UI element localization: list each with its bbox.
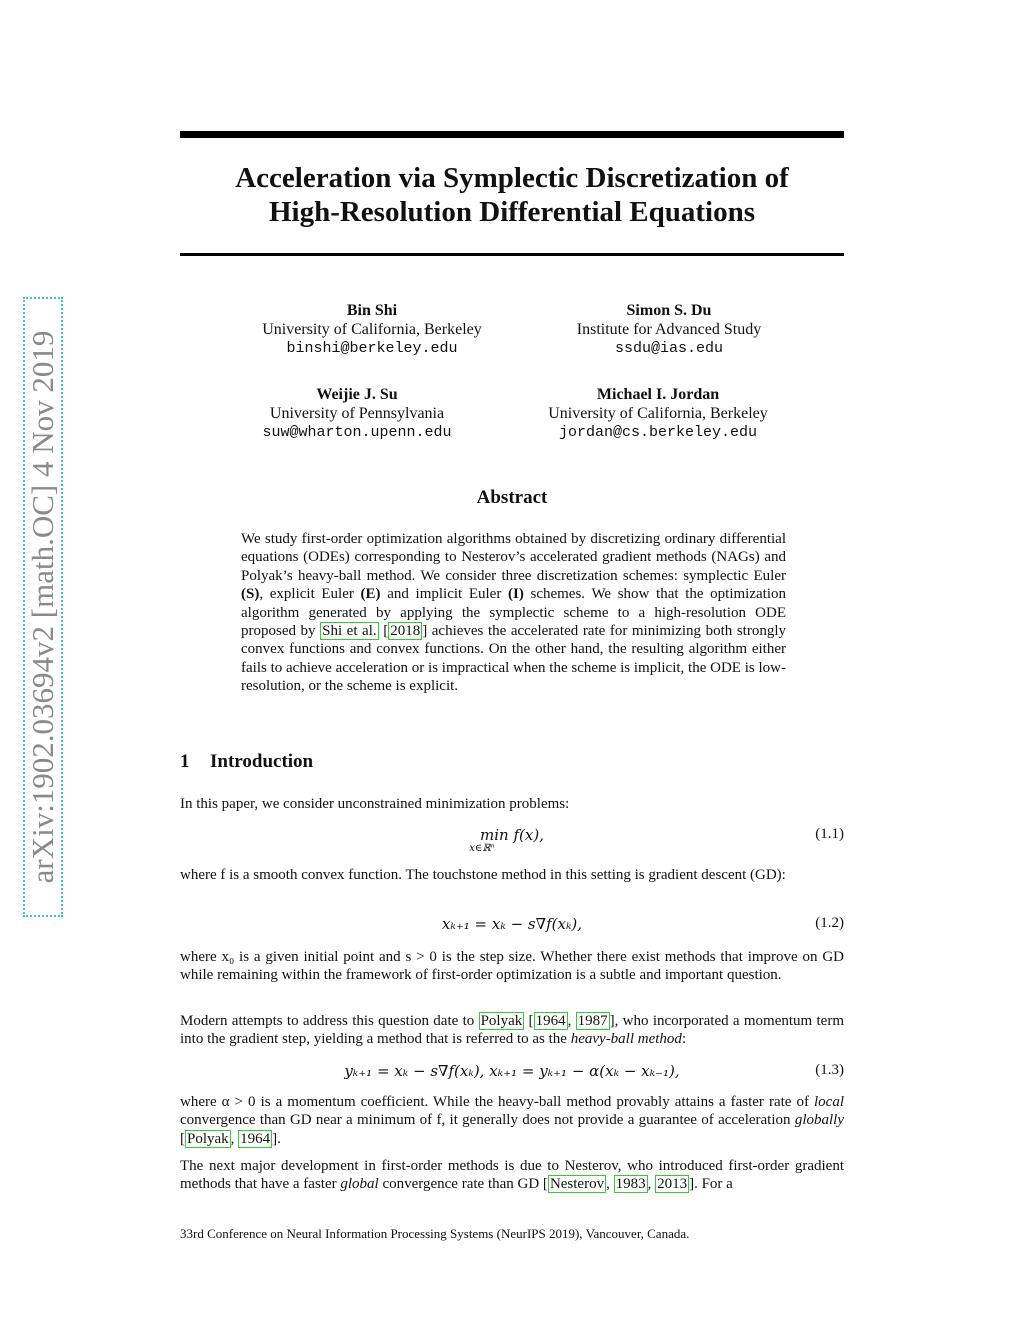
abstract-text-part: , explicit Euler xyxy=(259,586,361,603)
emphasis: heavy-ball method xyxy=(570,1031,682,1048)
top-rule xyxy=(180,131,844,138)
author-block xyxy=(222,301,522,358)
paragraph-text: The next major development in first-order methods is due to Nesterov, who introduced first-order gradient methods that have a faster xyxy=(180,1158,844,1193)
paragraph-text: Modern attempts to address this question date to xyxy=(180,1013,479,1029)
author-affiliation: University of Pennsylvania xyxy=(269,405,445,422)
equation xyxy=(180,826,844,854)
author-email[interactable]: ssdu@ias.edu xyxy=(614,340,724,357)
author-name: Michael I. Jordan xyxy=(596,386,720,403)
paragraph-text: where α > 0 is a momentum coefficient. While the heavy-ball method provably attains a faster rate of xyxy=(180,1094,814,1110)
conference-footer: 33rd Conference on Neural Information Processing Systems (NeurIPS 2019), Vancouver, Canada. xyxy=(180,1226,690,1241)
section-heading xyxy=(180,751,313,773)
author-affiliation: University of California, Berkeley xyxy=(262,321,482,338)
section-title: Introduction xyxy=(210,751,314,772)
paragraph-text: : xyxy=(681,1031,687,1048)
emphasis: global xyxy=(340,1176,379,1193)
abstract-text-part: achieves the accelerated rate for minimizing both strongly convex functions and convex functions. On the other hand, the resulting algorithm either fails to achieve acceleration or is impractical when the scheme is implicit, the ODE is low-resolution, or the scheme is explicit. xyxy=(241,623,786,695)
citation-link[interactable]: 1987 xyxy=(577,1013,608,1029)
author-email[interactable]: binshi@berkeley.edu xyxy=(286,340,458,357)
paragraph xyxy=(180,1012,844,1049)
paragraph-text: , xyxy=(606,1176,614,1193)
equation-expression: min f(x), xyxy=(480,826,544,844)
paragraph-text: ], who incorporated a momentum term into the gradient step, yielding a method that is referred to as the xyxy=(180,1013,845,1048)
paragraph-text: , xyxy=(567,1013,576,1029)
author-block xyxy=(207,385,507,442)
title-line-2: High-Resolution Differential Equations xyxy=(268,196,756,228)
equation xyxy=(180,915,844,943)
equation xyxy=(180,1062,844,1090)
paragraph-text: ]. For a xyxy=(689,1176,733,1193)
emphasis: globally xyxy=(794,1112,844,1129)
author-name: Simon S. Du xyxy=(626,302,712,319)
paragraph: where x₀ is a given initial point and s > 0 is the step size. Whether there exist methods that improve on GD while remaining within the framework of first-order optimization is a subtle and important question. xyxy=(180,949,844,984)
paper-title xyxy=(180,161,844,229)
paragraph-text: , xyxy=(647,1176,656,1193)
paragraph-text: convergence than GD near a minimum of f, it generally does not provide a guarantee of acceleration xyxy=(180,1112,795,1129)
equation-expression: yₖ₊₁ = xₖ − s∇f(xₖ), xₖ₊₁ = yₖ₊₁ − α(xₖ − xₖ₋₁), xyxy=(344,1062,680,1080)
equation-number: (1.2) xyxy=(815,915,844,931)
author-block xyxy=(519,301,819,358)
author-affiliation: University of California, Berkeley xyxy=(548,405,768,422)
scheme-label: (I) xyxy=(508,586,524,603)
citation-link[interactable]: 1964 xyxy=(535,1013,566,1029)
author-email[interactable]: jordan@cs.berkeley.edu xyxy=(558,424,758,441)
scheme-label: (S) xyxy=(241,586,260,603)
equation-subscript: x∈ℝⁿ xyxy=(469,843,495,854)
abstract-text-part: ] xyxy=(422,623,428,640)
author-block xyxy=(508,385,808,442)
abstract-text xyxy=(241,530,786,696)
abstract-text-part: schemes. We show that the optimization algorithm generated by applying the symplectic scheme to a high-resolution ODE proposed by xyxy=(241,586,787,640)
title-bottom-rule xyxy=(180,253,844,256)
paragraph: where f is a smooth convex function. The touchstone method in this setting is gradient descent (GD): xyxy=(180,867,786,883)
paragraph-text: [ xyxy=(524,1013,534,1029)
abstract-text-part: and implicit Euler xyxy=(380,586,508,603)
citation-link[interactable]: 1983 xyxy=(615,1176,646,1193)
equation-number: (1.3) xyxy=(815,1062,844,1078)
title-line-1: Acceleration via Symplectic Discretization of xyxy=(235,162,789,194)
author-name: Bin Shi xyxy=(346,302,398,319)
author-name: Weijie J. Su xyxy=(316,386,398,403)
citation-link[interactable]: Polyak xyxy=(187,1130,229,1147)
author-email[interactable]: suw@wharton.upenn.edu xyxy=(262,424,452,441)
author-affiliation: Institute for Advanced Study xyxy=(576,321,762,338)
paragraph xyxy=(180,1093,844,1148)
equation-number: (1.1) xyxy=(815,826,844,842)
paragraph-text: ]. xyxy=(272,1130,281,1147)
paragraph-text: [ xyxy=(180,1130,185,1147)
equation-expression: xₖ₊₁ = xₖ − s∇f(xₖ), xyxy=(441,915,583,933)
citation-link[interactable]: 1964 xyxy=(240,1130,271,1147)
scheme-label: (E) xyxy=(360,586,381,603)
citation-link[interactable]: 2013 xyxy=(657,1176,688,1193)
citation-link[interactable]: 2018 xyxy=(390,623,421,640)
abstract-text-part: We study first-order optimization algorithms obtained by discretizing ordinary differential equations (ODEs) corresponding to Nesterov’s accelerated gradient methods (NAGs) and Polyak’s heavy-ball method. We consider three discretization schemes: symplectic Euler xyxy=(241,531,786,584)
equation-body xyxy=(180,826,844,854)
arxiv-stamp[interactable]: arXiv:1902.03694v2 [math.OC] 4 Nov 2019 xyxy=(23,297,63,917)
abstract-text-part: [ xyxy=(378,623,389,640)
section-number: 1 xyxy=(180,751,190,772)
emphasis: local xyxy=(814,1094,844,1110)
paragraph-text: , xyxy=(230,1130,239,1147)
paragraph: In this paper, we consider unconstrained minimization problems: xyxy=(180,796,570,812)
paragraph-text: convergence rate than GD [ xyxy=(378,1176,548,1193)
citation-link[interactable]: Nesterov xyxy=(549,1176,605,1193)
abstract-heading: Abstract xyxy=(476,487,548,508)
citation-link[interactable]: Shi et al. xyxy=(322,623,377,640)
citation-link[interactable]: Polyak xyxy=(480,1013,523,1029)
paragraph xyxy=(180,1157,844,1194)
